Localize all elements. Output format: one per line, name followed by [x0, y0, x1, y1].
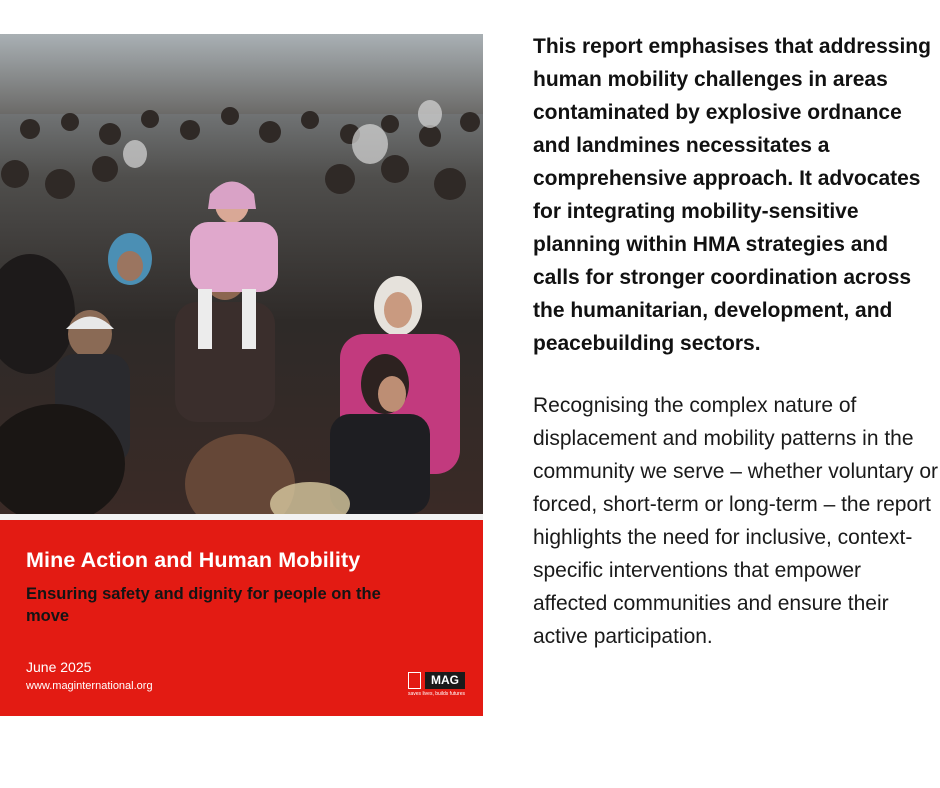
summary-paragraph-regular: Recognising the complex nature of displacement and mobility patterns in the community we serve – whether voluntary or forced, short-term or long-term – the report highlights the need for inclusive, context- specific interventions that empower affected communities and ensure their active participation.	[533, 394, 938, 648]
cover-subtitle: Ensuring safety and dignity for people on the move	[26, 585, 381, 625]
photo-divider	[0, 514, 483, 520]
mag-logo	[408, 672, 466, 698]
report-summary	[533, 30, 940, 653]
report-cover	[0, 34, 483, 716]
cover-date: June 2025	[26, 659, 92, 675]
mag-logo-tagline: saves lives, builds futures	[408, 691, 465, 697]
cover-title: Mine Action and Human Mobility	[26, 548, 361, 572]
summary-paragraph-bold: This report emphasises that addressing human mobility challenges in areas contaminated by explosive ordnance and landmines necessitates a comprehensive approach. It advocates for integrating mobility-sensitive planning within HMA strategies and calls for stronger coordination across the humanitarian, development, and peacebuilding sectors.	[533, 35, 931, 355]
cover-url: www.maginternational.org	[26, 680, 153, 692]
cover-photo	[0, 34, 483, 514]
mag-logo-text: MAG	[425, 672, 465, 689]
mag-logo-emblem-icon	[408, 672, 421, 689]
